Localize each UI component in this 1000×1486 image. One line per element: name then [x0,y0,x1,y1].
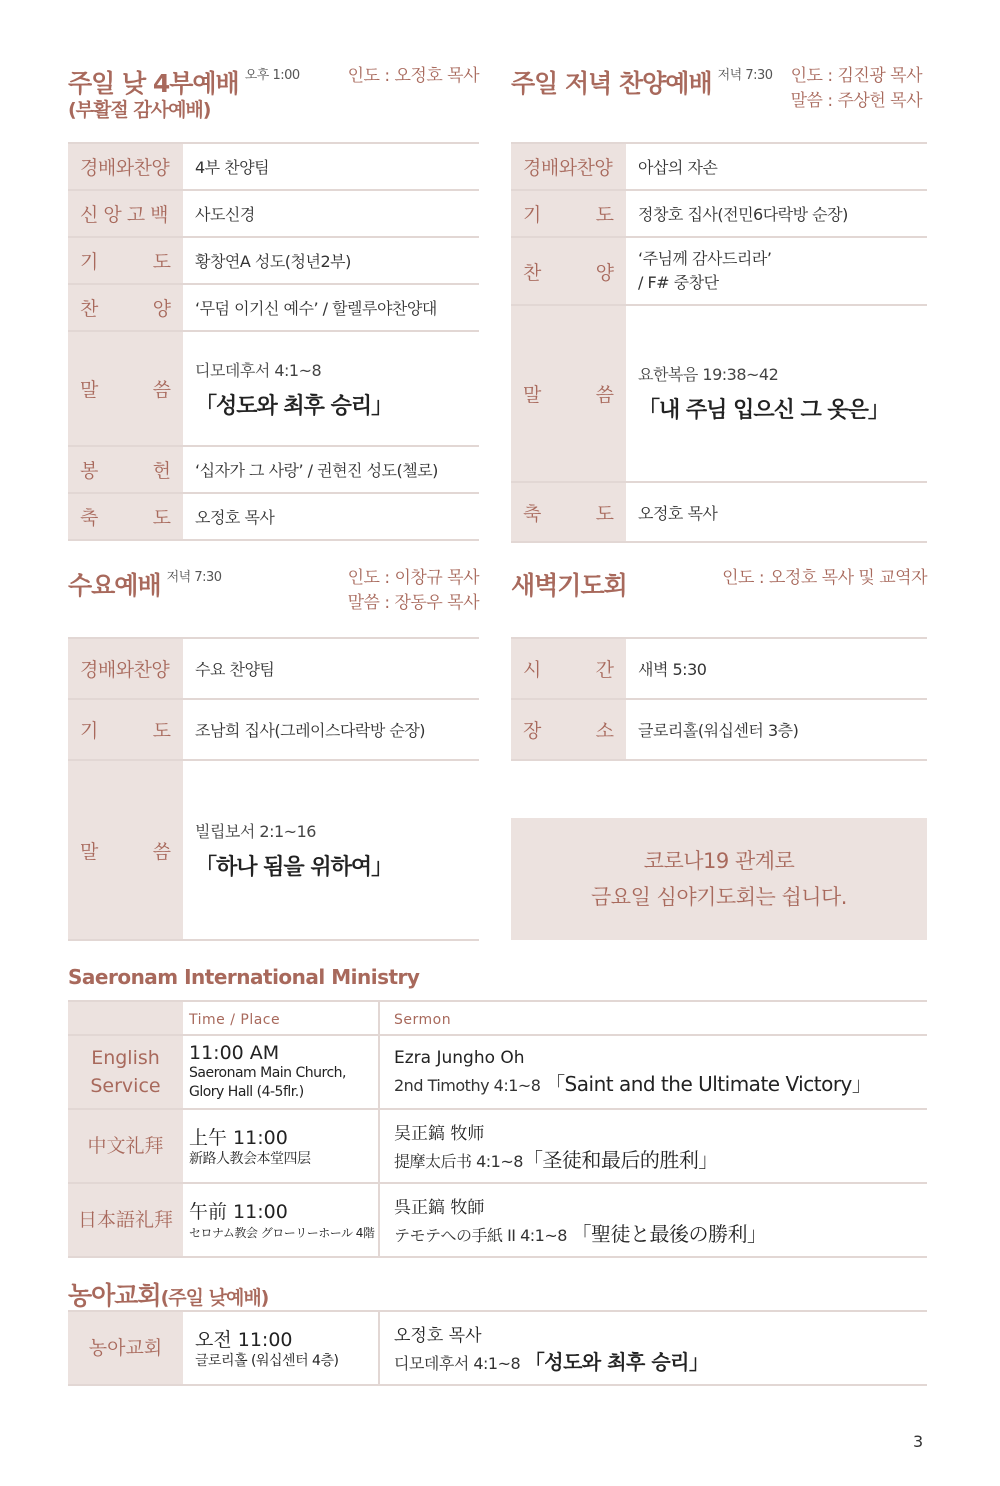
japanese-time: 午前 11:00 [189,1201,288,1223]
english-label-2: Service [90,1075,161,1097]
evening-heading [511,64,773,100]
chinese-time: 上午 11:00 [189,1127,288,1149]
row-label-b: 간 [595,659,614,681]
deaf-title: 농아교회 [68,1281,161,1310]
evening-preacher: 말씀 : 주상헌 목사 [790,91,922,111]
notice-line-2: 금요일 심야기도회는 쉽니다. [591,885,847,909]
row-value: ‘십자가 그 사랑’ / 권현진 성도(첼로) [183,446,479,493]
row-label-b: 도 [152,251,171,273]
sunday4-row-benediction [68,493,479,540]
row-label-b: 씀 [595,384,614,406]
english-verse: 2nd Timothy 4:1~8 [394,1075,546,1095]
sermon-title: 「하나 됨을 위하여」 [195,855,393,880]
dawn-row-time [511,638,927,699]
row-label-a: 말 [523,384,542,406]
japanese-label: 日本語礼拜 [77,1209,173,1231]
deaf-place: 글로리홀 (워십센터 4층) [195,1353,339,1369]
row-label: 경배와찬양 [80,157,170,179]
sunday4-time: 오후 1:00 [244,68,300,83]
dawn-leader: 인도 : 오정호 목사 및 교역자 [722,568,927,588]
sunday4-row-praise [68,284,479,331]
row-label-a: 축 [523,502,542,525]
row-label-b: 도 [152,507,171,529]
row-label-b: 도 [595,204,614,226]
row-value: 4부 찬양팀 [183,143,479,190]
sermon-title: 「성도와 최후 승리」 [195,393,393,419]
english-sermon-title: 「Saint and the Ultimate Victory」 [545,1071,872,1096]
evening-row-praise [511,237,927,305]
sunday4-row-sermon [68,331,479,446]
evening-row-sermon [511,305,927,482]
row-value: 수요 찬양팀 [183,638,479,699]
deaf-verse: 디모데후서 4:1~8 [394,1354,525,1373]
sunday4-table [68,142,479,541]
row-label-a: 축 [80,507,99,529]
row-value: 오정호 목사 [183,493,479,540]
header-time-place: Time / Place [189,1011,281,1028]
row-label-b: 씀 [152,379,171,401]
deaf-subtitle: (주일 낮예배) [160,1287,269,1309]
intl-row-english [68,1035,927,1109]
dawn-row-place [511,699,927,760]
row-value: 조남희 집사(그레이스다락방 순장) [183,699,479,760]
wednesday-table [68,637,479,941]
dawn-table [511,637,927,761]
sermon-verse: 디모데후서 4:1~8 [195,360,322,380]
row-label-a: 기 [523,204,542,226]
evening-leaders [791,64,922,114]
evening-title: 주일 저녁 찬양예배 [511,69,712,98]
english-preacher: Ezra Jungho Oh [394,1047,525,1068]
row-value: 정창호 집사(전민6다락방 순장) [626,190,927,237]
english-label-1: English [91,1047,160,1069]
row-value: 오정호 목사 [626,482,927,542]
sunday4-row-worship [68,143,479,190]
dawn-title: 새벽기도회 [511,571,627,600]
row-label: 경배와찬양 [523,157,613,179]
deaf-table [68,1310,927,1386]
row-label-b: 양 [152,298,171,320]
wednesday-time: 저녁 7:30 [166,570,222,585]
deaf-heading [68,1276,268,1312]
row-label-a: 기 [80,251,99,273]
row-value: 글로리홀(워십센터 3층) [626,699,927,760]
row-label-a: 말 [80,379,99,401]
praise-song: ‘주님께 감사드리라’ [638,249,772,268]
dawn-heading [511,566,627,602]
evening-leader: 인도 : 김진광 목사 [790,66,922,86]
wednesday-heading [68,566,222,602]
row-value: 아삽의 자손 [626,143,927,190]
row-value: 사도신경 [183,190,479,237]
wednesday-title: 수요예배 [68,571,161,600]
friday-notice-box [511,818,927,940]
sunday4-row-prayer [68,237,479,284]
sermon-verse: 빌립보서 2:1~16 [195,822,316,841]
wednesday-row-prayer [68,699,479,760]
chinese-preacher: 吴正鎬 牧师 [394,1124,485,1144]
row-label-b: 양 [595,261,614,284]
row-label-b: 헌 [152,460,171,482]
intl-header-row [68,1001,927,1035]
wednesday-preacher: 말씀 : 장동우 목사 [347,593,479,613]
sermon-title: 「내 주님 입으신 그 옷은」 [638,398,889,423]
deaf-row [68,1311,927,1385]
chinese-verse: 提摩太后书 4:1~8 [394,1152,523,1171]
evening-time: 저녁 7:30 [717,68,773,83]
deaf-sermon-title: 「성도와 최후 승리」 [524,1350,709,1374]
sunday4-row-creed [68,190,479,237]
wednesday-row-worship [68,638,479,699]
row-label: 신 앙 고 백 [80,204,169,226]
intl-row-chinese [68,1109,927,1183]
sunday4-row-offering [68,446,479,493]
intl-table [68,1000,927,1258]
chinese-label: 中文礼拜 [87,1135,164,1157]
page-number: 3 [913,1432,924,1451]
evening-row-worship [511,143,927,190]
row-label-b: 소 [595,720,614,742]
evening-table [511,142,927,543]
sunday4-subtitle: (부활절 감사예배) [68,99,211,121]
row-label-a: 장 [523,720,542,742]
intl-row-japanese [68,1183,927,1257]
notice-line-1: 코로나19 관계로 [643,849,795,873]
row-value: ‘무덤 이기신 예수’ / 할렐루야찬양대 [183,284,479,331]
wednesday-row-sermon [68,760,479,940]
row-label-b: 도 [152,720,171,742]
sermon-verse: 요한복음 19:38~42 [638,365,779,384]
wednesday-leader: 인도 : 이창규 목사 [347,568,479,588]
english-place-2: Glory Hall (4-5flr.) [189,1084,304,1100]
english-time: 11:00 AM [189,1042,280,1064]
deaf-label: 농아교회 [88,1337,163,1359]
chinese-sermon-title: 「圣徒和最后的胜利」 [522,1148,718,1172]
row-label-b: 씀 [152,840,171,863]
japanese-verse: テモテへの手紙 II 4:1~8 [394,1226,572,1245]
row-label-a: 찬 [523,261,542,284]
deaf-preacher: 오정호 목사 [394,1326,482,1346]
sunday4-leader: 인도 : 오정호 목사 [347,66,479,86]
evening-row-benediction [511,482,927,542]
evening-row-prayer [511,190,927,237]
chinese-place: 新路人教会本堂四层 [189,1151,311,1167]
row-label-a: 말 [80,840,99,863]
intl-title: Saeronam International Ministry [68,965,420,989]
deaf-time: 오전 11:00 [195,1329,293,1351]
english-place-1: Saeronam Main Church, [189,1065,346,1081]
sunday4-title: 주일 낮 4부예배 [68,69,239,98]
header-sermon: Sermon [394,1011,452,1028]
wednesday-leaders [348,566,479,616]
row-label-a: 시 [523,659,542,681]
row-value: 새벽 5:30 [626,638,927,699]
row-label-a: 찬 [80,298,99,320]
japanese-place: セロナム教会 グローリーホール 4階 [189,1226,375,1240]
japanese-sermon-title: 「聖徒と最後の勝利」 [571,1222,767,1246]
row-label: 경배와찬양 [80,659,170,681]
praise-team: / F# 중창단 [638,273,719,292]
row-value: 황창연A 성도(청년2부) [183,237,479,284]
row-label-a: 봉 [80,460,99,482]
row-label-b: 도 [595,502,614,525]
japanese-preacher: 呉正鎬 牧師 [394,1198,485,1218]
row-label-a: 기 [80,720,99,742]
